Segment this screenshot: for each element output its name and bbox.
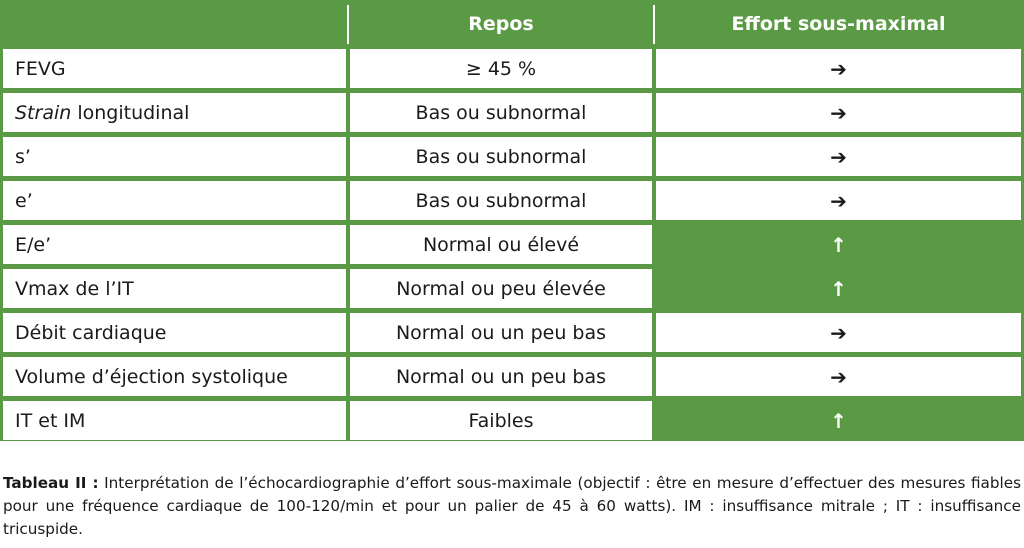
table-caption — [3, 472, 1021, 541]
row-repos-value: Normal ou un peu bas — [350, 313, 652, 352]
up-arrow-icon: ↑ — [656, 269, 1021, 308]
row-label — [3, 313, 346, 352]
header-empty — [3, 0, 346, 44]
right-arrow-icon: ➔ — [656, 357, 1021, 396]
row-label — [3, 49, 346, 88]
row-label-italic: Strain — [15, 102, 72, 124]
row-label-text: IT et IM — [15, 410, 86, 432]
row-repos-value: Bas ou subnormal — [350, 181, 652, 220]
caption-title: Tableau II : — [3, 474, 99, 492]
row-repos-value: ≥ 45 % — [350, 49, 652, 88]
right-arrow-icon: ➔ — [656, 93, 1021, 132]
row-repos-value: Bas ou subnormal — [350, 93, 652, 132]
header-effort: Effort sous-maximal — [731, 13, 946, 35]
up-arrow-icon: ↑ — [656, 225, 1021, 264]
up-arrow-icon: ↑ — [656, 401, 1021, 440]
header-repos: Repos — [468, 13, 534, 35]
row-label-text: Débit cardiaque — [15, 322, 167, 344]
row-repos-value: Faibles — [350, 401, 652, 440]
header-divider — [653, 5, 655, 44]
row-label-text: e’ — [15, 190, 33, 212]
row-label-text: FEVG — [15, 58, 66, 80]
right-arrow-icon: ➔ — [656, 181, 1021, 220]
header-divider — [347, 5, 349, 44]
row-repos-value: Normal ou peu élevée — [350, 269, 652, 308]
row-label — [3, 401, 346, 440]
row-label — [3, 181, 346, 220]
row-label-text: longitudinal — [71, 102, 190, 124]
right-arrow-icon: ➔ — [656, 137, 1021, 176]
row-label — [3, 93, 346, 132]
row-label — [3, 269, 346, 308]
row-label — [3, 225, 346, 264]
row-label-text: Vmax de l’IT — [15, 278, 134, 300]
row-repos-value: Normal ou un peu bas — [350, 357, 652, 396]
row-label-text: Volume d’éjection systolique — [15, 366, 288, 388]
row-label — [3, 137, 346, 176]
row-label — [3, 357, 346, 396]
right-arrow-icon: ➔ — [656, 49, 1021, 88]
caption-text: Interprétation de l’échocardiographie d’effort sous-maximale (objectif : être en mesure d’effectuer des mesures fiables pour une fréquence cardiaque de 100-120/min et pour un palier de 45 à 60 watts). IM : insuffisance mitrale ; IT : insuffisance tricuspide. — [3, 474, 1021, 538]
right-arrow-icon: ➔ — [656, 313, 1021, 352]
row-repos-value: Normal ou élevé — [350, 225, 652, 264]
row-repos-value: Bas ou subnormal — [350, 137, 652, 176]
row-label-text: E/e’ — [15, 234, 52, 256]
row-label-text: s’ — [15, 146, 31, 168]
